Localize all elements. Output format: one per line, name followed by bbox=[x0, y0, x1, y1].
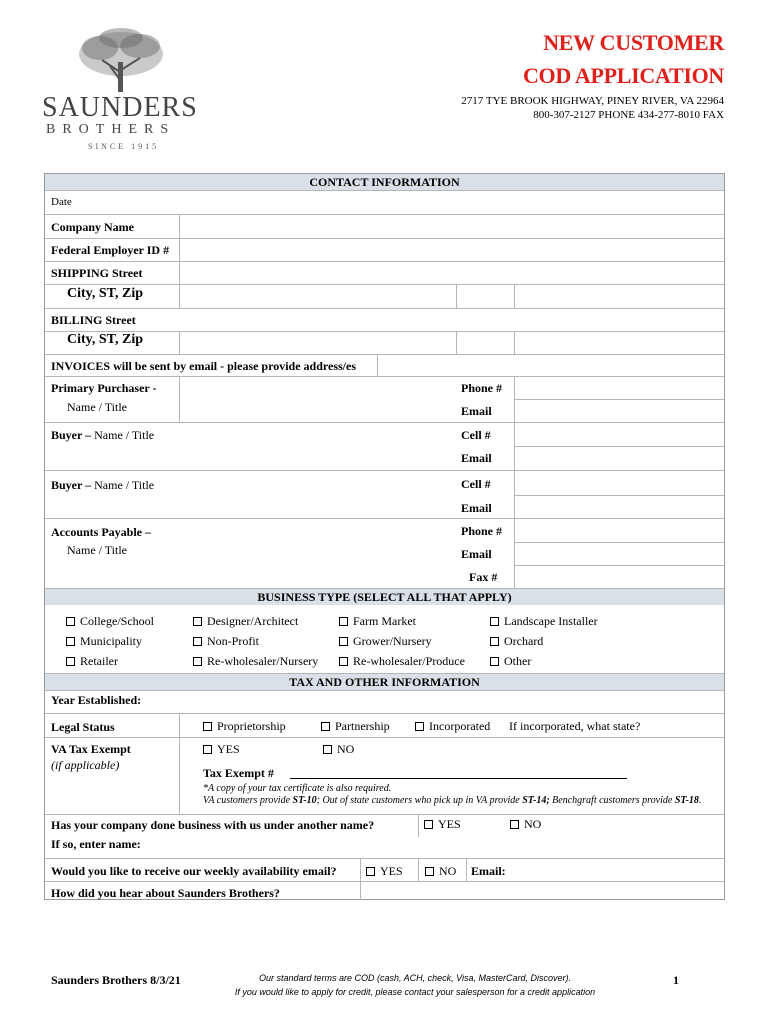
primary-email-label: Email bbox=[461, 404, 492, 418]
primary-purchaser-name-title: Name / Title bbox=[67, 400, 128, 414]
checkbox-farm-market[interactable]: Farm Market bbox=[339, 611, 465, 631]
brand-name: SAUNDERS bbox=[42, 92, 198, 123]
tax-exempt-number-line[interactable] bbox=[290, 778, 627, 779]
ap-fax-label: Fax # bbox=[469, 570, 498, 584]
checkbox-grower-nursery[interactable]: Grower/Nursery bbox=[339, 631, 465, 651]
previous-name-question: Has your company done business with us under another name? bbox=[51, 818, 375, 832]
buyer1-email-label: Email bbox=[461, 451, 492, 465]
footer-version: Saunders Brothers 8/3/21 bbox=[51, 973, 181, 987]
date-label: Date bbox=[51, 196, 72, 208]
checkbox-other[interactable]: Other bbox=[490, 651, 598, 671]
weekly-email-label: Email: bbox=[471, 864, 506, 878]
if-applicable-label: (if applicable) bbox=[51, 758, 120, 772]
checkbox-partnership[interactable]: Partnership bbox=[321, 719, 390, 733]
previous-name-label: If so, enter name: bbox=[51, 837, 141, 851]
checkbox-weekly-no[interactable]: NO bbox=[425, 864, 456, 878]
brand-since: SINCE 1915 bbox=[88, 142, 160, 151]
checkbox-college[interactable]: College/School bbox=[66, 611, 154, 631]
checkbox-weekly-yes[interactable]: YES bbox=[366, 864, 403, 878]
primary-phone-label: Phone # bbox=[461, 381, 503, 395]
shipping-street-label: SHIPPING Street bbox=[51, 266, 143, 280]
weekly-email-question: Would you like to receive our weekly availability email? bbox=[51, 864, 337, 878]
accounts-payable-name-title: Name / Title bbox=[67, 543, 128, 557]
accounts-payable-label: Accounts Payable – bbox=[51, 525, 151, 539]
checkbox-orchard[interactable]: Orchard bbox=[490, 631, 598, 651]
business-col3 bbox=[339, 611, 465, 671]
billing-city-label: City, ST, Zip bbox=[67, 332, 143, 347]
checkbox-incorporated[interactable]: Incorporated bbox=[415, 719, 490, 733]
checkbox-prev-yes[interactable]: YES bbox=[424, 817, 461, 831]
buyer2-label: Buyer – Name / Title bbox=[51, 478, 155, 492]
checkbox-proprietorship[interactable]: Proprietorship bbox=[203, 719, 286, 733]
brand-subname: BROTHERS bbox=[46, 122, 176, 137]
business-col4 bbox=[490, 611, 598, 671]
checkbox-rewholesaler-produce[interactable]: Re-wholesaler/Produce bbox=[339, 651, 465, 671]
checkbox-municipality[interactable]: Municipality bbox=[66, 631, 154, 651]
buyer1-cell-label: Cell # bbox=[461, 428, 491, 442]
checkbox-prev-no[interactable]: NO bbox=[510, 817, 541, 831]
year-established-label: Year Established: bbox=[51, 693, 142, 707]
checkbox-tax-exempt-no[interactable]: NO bbox=[323, 742, 354, 756]
tax-certificate-note: *A copy of your tax certificate is also required. bbox=[203, 783, 392, 794]
buyer1-label: Buyer – Name / Title bbox=[51, 428, 155, 442]
tax-form-note: VA customers provide ST-10; Out of state customers who pick up in VA provide ST-14; Benchgraft customers provide ST-18. bbox=[203, 795, 702, 806]
billing-street-label: BILLING Street bbox=[51, 313, 136, 327]
checkbox-nonprofit[interactable]: Non-Profit bbox=[193, 631, 318, 651]
business-col1 bbox=[66, 611, 154, 671]
checkbox-designer[interactable]: Designer/Architect bbox=[193, 611, 318, 631]
ap-email-label: Email bbox=[461, 547, 492, 561]
ap-phone-label: Phone # bbox=[461, 524, 503, 538]
checkbox-tax-exempt-yes[interactable]: YES bbox=[203, 742, 240, 756]
buyer2-cell-label: Cell # bbox=[461, 477, 491, 491]
business-type-heading: BUSINESS TYPE (SELECT ALL THAT APPLY) bbox=[45, 589, 724, 605]
shipping-city-label: City, ST, Zip bbox=[67, 286, 143, 301]
invoices-label: INVOICES will be sent by email - please provide address/es bbox=[51, 359, 357, 373]
page-number: 1 bbox=[673, 973, 679, 987]
buyer2-email-label: Email bbox=[461, 501, 492, 515]
va-tax-exempt-label: VA Tax Exempt bbox=[51, 742, 131, 756]
incorporated-state-label: If incorporated, what state? bbox=[509, 719, 641, 733]
fein-label: Federal Employer ID # bbox=[51, 243, 170, 257]
primary-purchaser-label: Primary Purchaser - bbox=[51, 381, 157, 395]
form-title: NEW CUSTOMER COD APPLICATION bbox=[522, 30, 724, 88]
tax-exempt-number-label: Tax Exempt # bbox=[203, 766, 274, 780]
company-name-label: Company Name bbox=[51, 220, 134, 234]
checkbox-landscape[interactable]: Landscape Installer bbox=[490, 611, 598, 631]
checkbox-retailer[interactable]: Retailer bbox=[66, 651, 154, 671]
business-col2 bbox=[193, 611, 318, 671]
referral-question: How did you hear about Saunders Brothers? bbox=[51, 886, 280, 900]
legal-status-label: Legal Status bbox=[51, 720, 115, 734]
tax-section-heading: TAX AND OTHER INFORMATION bbox=[45, 674, 724, 690]
company-address: 2717 TYE BROOK HIGHWAY, PINEY RIVER, VA 22964 800-307-2127 PHONE 434-277-8010 FAX bbox=[461, 95, 724, 121]
footer-terms: Our standard terms are COD (cash, ACH, check, Visa, MasterCard, Discover). If you would like to apply for credit, please contact your salesperson for a credit application bbox=[234, 973, 596, 997]
contact-section-heading: CONTACT INFORMATION bbox=[45, 174, 724, 190]
checkbox-rewholesaler-nursery[interactable]: Re-wholesaler/Nursery bbox=[193, 651, 318, 671]
